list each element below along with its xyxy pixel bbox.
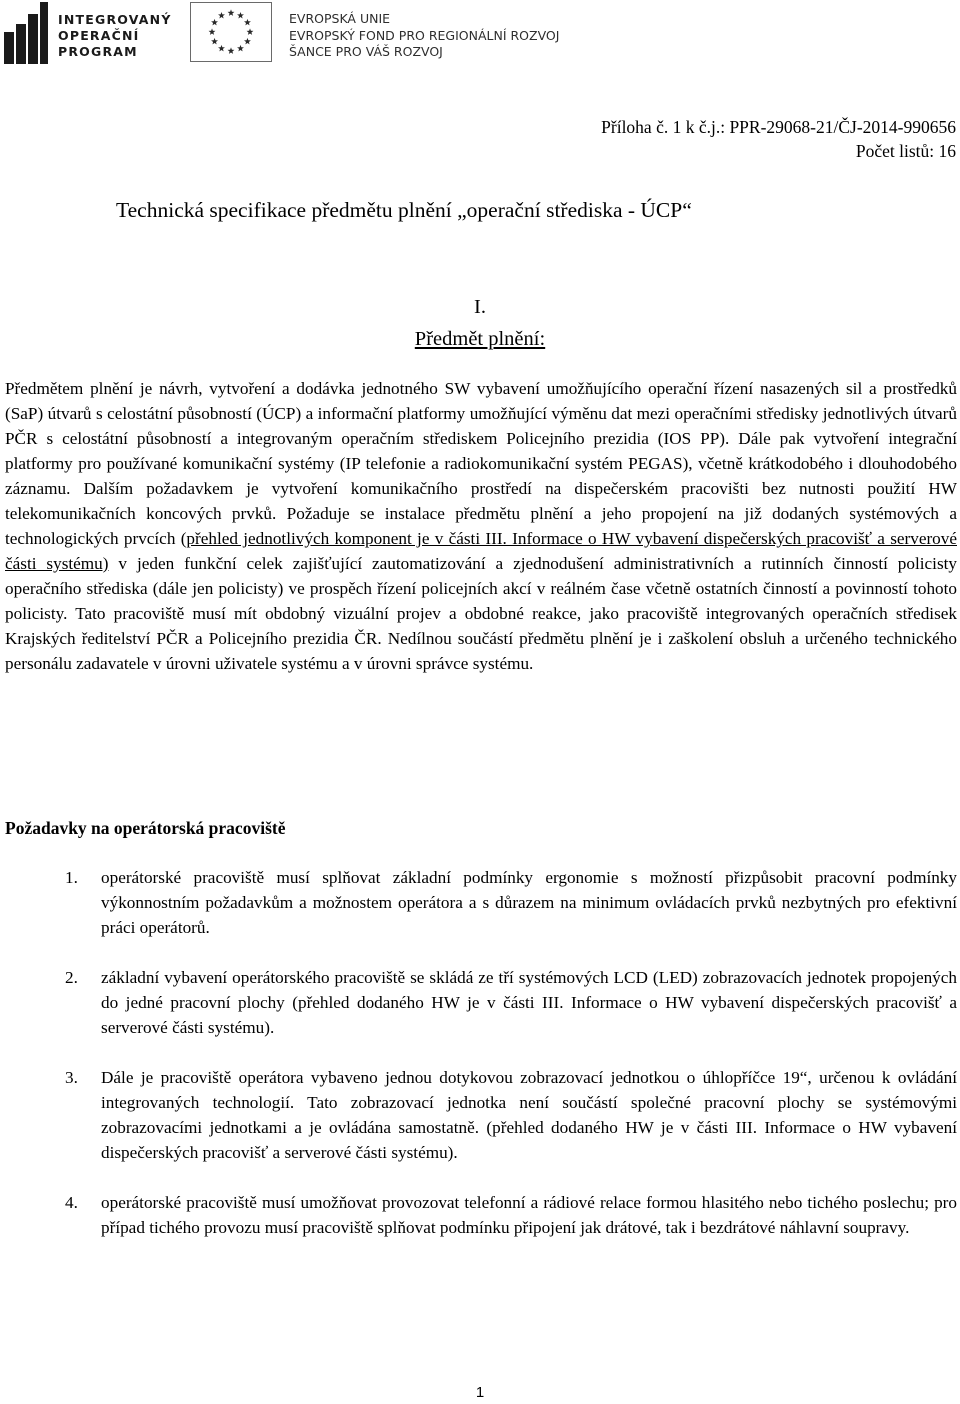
hw-overview-reference: přehled jednotlivých komponent je v části III. Informace o HW vybavení dispečerských pracovišť a serverové části systému) [5,529,957,573]
list-item-number: 3. [65,1068,78,1087]
list-item-number: 1. [65,868,78,887]
list-item-text: operátorské pracoviště musí umožňovat provozovat telefonní a rádiové relace formou hlasitého nebo tichého poslechu; pro případ tichého provozu musí pracoviště splňovat podmínku připojení jak drátové, tak i bezdrátové náhlavní soupravy. [101,1193,957,1237]
requirements-list [0,865,960,1265]
iop-line-3: PROGRAM [58,44,138,59]
iop-logo-text [58,12,172,60]
eu-line-3: ŠANCE PRO VÁŠ ROZVOJ [289,44,443,59]
eu-line-1: EVROPSKÁ UNIE [289,11,391,26]
list-item [0,1190,960,1240]
iop-bars-icon [4,2,48,64]
page-number: 1 [475,1384,485,1401]
list-item [0,965,960,1040]
iop-line-2: OPERAČNÍ [58,28,140,43]
document-title: Technická specifikace předmětu plnění „operační střediska - ÚCP“ [116,198,692,222]
eu-logo-text [289,11,559,61]
list-item-number: 4. [65,1193,78,1212]
list-item-text: Dále je pracoviště operátora vybaveno jednou dotykovou zobrazovací jednotkou o úhlopříčce 19“, určenou k ovládání integrovaných technologií. Tato zobrazovací jednotka není součástí společné pracovní plochy se systémovými zobrazovacími jednotkami a je ovládána samostatně. (přehled dodaného HW je v části III. Informace o HW vybavení dispečerských pracovišť a serverové části systému). [101,1068,957,1162]
sheet-count: Počet listů: 16 [855,141,956,161]
list-item [0,1065,960,1165]
iop-line-1: INTEGROVANÝ [58,12,172,27]
list-item-text: základní vybavení operátorského pracoviště se skládá ze tří systémových LCD (LED) zobrazovacích jednotek propojených do jedné pracovní plochy (přehled dodaného HW je v části III. Informace o HW vybavení dispečerských pracovišť a serverové části systému). [101,968,957,1037]
document-reference: Příloha č. 1 k č.j.: PPR-29068-21/ČJ-2014-990656 [601,117,956,137]
list-item-text: operátorské pracoviště musí splňovat základní podmínky ergonomie s možností přizpůsobit pracovní podmínky výkonnostním požadavkům a možnostem operátora a s důrazem na minimum ovládacích prvků nezbytných pro efektivní práci operátorů. [101,868,957,937]
section-title: Předmět plnění: [414,328,546,350]
subject-paragraph [5,376,957,676]
list-item [0,865,960,940]
iop-logo [4,2,174,64]
eu-flag-icon [190,2,272,62]
requirements-heading: Požadavky na operátorská pracoviště [5,818,286,838]
list-item-number: 2. [65,968,78,987]
paragraph-text-continued: v jeden funkční celek zajišťující zautomatizování a zjednodušení administrativních a rutinních činností policisty operačního střediska (dále jen policisty) ve prospěch řízení policejních akcí v reálném čase včetně ostatních činností a povinností tohoto policisty. Tato pracoviště musí mít obdobný vizuální projev a obdobné reakce, jako pracoviště integrovaných operačních středisek Krajských ředitelství PČR a Policejního prezidia ČR. Nedílnou součástí předmětu plnění je i zaškolení obsluh a určeného technického personálu zadavatele v úrovni uživatele systému a v úrovni správce systému. [5,554,958,673]
logo-header [0,0,600,70]
paragraph-text: Předmětem plnění je návrh, vytvoření a dodávka jednotného SW vybavení umožňujícího operační řízení nasazených sil a prostředků (SaP) útvarů s celostátní působností (ÚCP) a informační platformy umožňující výměnu dat mezi operačními středisky jednotlivých útvarů PČR s celostátní působností a integrovaným operačním střediskem Policejního prezidia (IOS PP). Dále pak vytvoření integrační platformy pro používané komunikační systémy (IP telefonie a radiokomunikační systém PEGAS), včetně krátkodobého i dlouhodobého záznamu. Dalším požadavkem je vytvoření komunikačního prostředí na dispečerském pracovišti bez nutnosti použití HW telekomunikačních koncových prvků. Požaduje se instalace předmětu plnění a jeho propojení na již dodaných systémových a technologických prvcích ( [5,379,957,548]
eu-line-2: EVROPSKÝ FOND PRO REGIONÁLNÍ ROZVOJ [289,27,560,43]
section-number: I. [474,296,486,318]
